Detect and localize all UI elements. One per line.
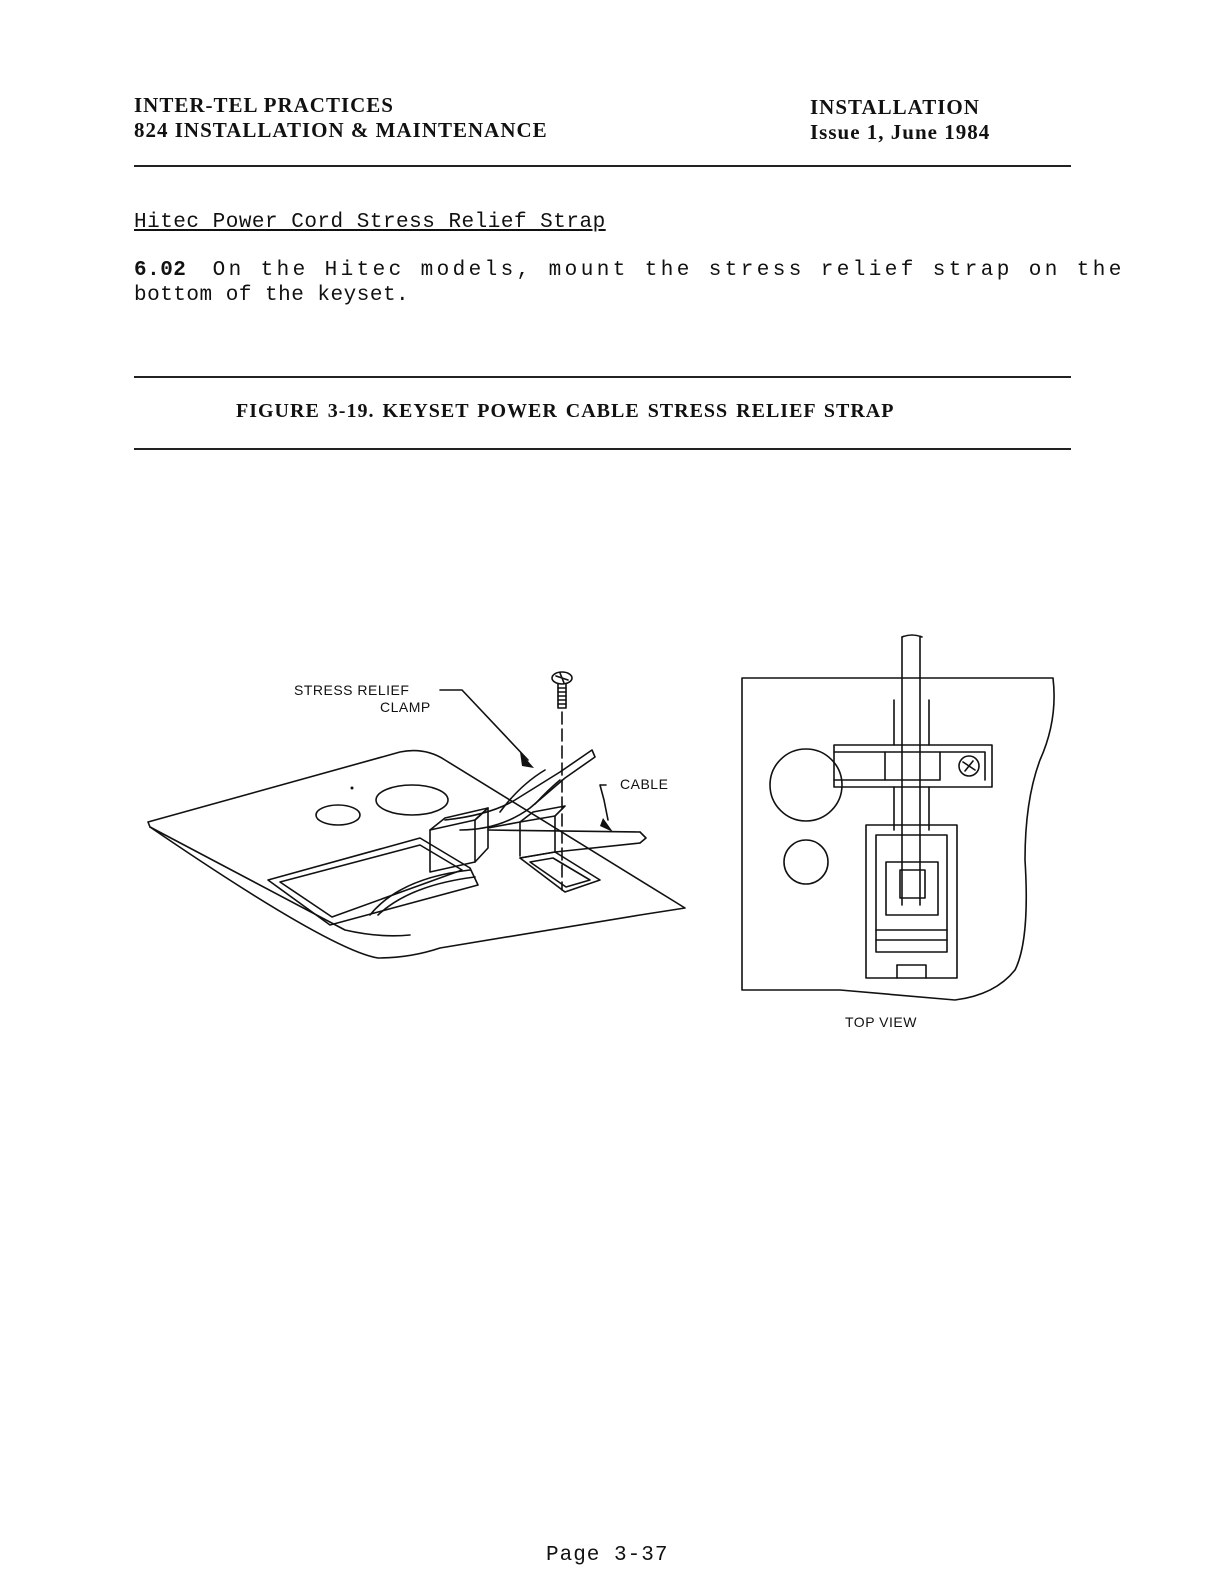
figure-caption: FIGURE 3-19. KEYSET POWER CABLE STRESS RELIEF STRAP — [236, 400, 895, 422]
clamp-label-line-2: CLAMP — [380, 699, 431, 715]
header-issue-date: Issue 1, June 1984 — [810, 120, 991, 144]
header-manual-title: 824 INSTALLATION & MAINTENANCE — [134, 118, 548, 142]
top-view-label: TOP VIEW — [845, 1014, 917, 1030]
clamp-label-line-1: STRESS RELIEF — [294, 682, 410, 698]
paragraph-number: 6.02 — [134, 259, 187, 282]
header-section-name: INSTALLATION — [810, 95, 980, 119]
header-practice-title: INTER-TEL PRACTICES — [134, 93, 394, 117]
page-number: Page 3-37 — [546, 1544, 669, 1567]
section-title: Hitec Power Cord Stress Relief Strap — [134, 211, 606, 234]
paragraph-text-1: On the Hitec models, mount the stress relief strap on the — [212, 259, 1125, 282]
paragraph-text-2: bottom of the keyset. — [134, 284, 410, 307]
cable-label: CABLE — [620, 776, 669, 792]
